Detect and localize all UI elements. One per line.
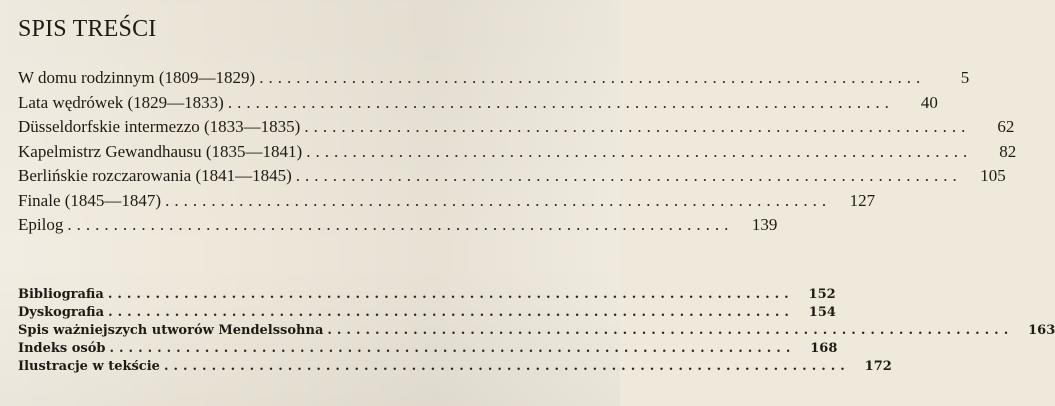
toc-entry-label: Bibliografia xyxy=(18,287,104,302)
toc-entry-page: 152 xyxy=(808,287,836,302)
toc-entry-page: 5 xyxy=(960,68,970,87)
toc-entry-page: 163 xyxy=(1028,323,1055,338)
dot-leader: ........................................................................ xyxy=(227,92,894,112)
dot-leader: ........................................................................ xyxy=(107,287,794,302)
toc-entry-page: 62 xyxy=(997,117,1015,136)
toc-entry-label: Lata wędrówek (1829—1833) xyxy=(18,92,224,112)
toc-entry xyxy=(18,66,970,91)
dot-leader: ........................................................................ xyxy=(327,323,1014,338)
toc-entry xyxy=(18,91,938,116)
dot-leader: ........................................................................ xyxy=(165,190,832,210)
toc-entry xyxy=(18,286,836,304)
toc-entry-label: Indeks osób xyxy=(18,341,106,356)
toc-entry xyxy=(18,322,1055,340)
dot-leader: ........................................................................ xyxy=(295,166,962,185)
toc-entry-page: 168 xyxy=(810,341,838,356)
toc-entry-label: W domu rodzinnym (1809—1829) xyxy=(18,68,256,87)
dot-leader: ........................................................................ xyxy=(163,359,850,374)
toc-entry-page: 40 xyxy=(920,92,938,112)
table-of-contents-main xyxy=(18,66,1017,238)
toc-entry-label: Finale (1845—1847) xyxy=(18,190,162,210)
toc-entry-page: 139 xyxy=(751,215,778,234)
toc-entry-page: 154 xyxy=(808,305,836,320)
toc-entry-label: Epilog xyxy=(18,215,64,234)
dot-leader: ........................................................................ xyxy=(306,141,973,161)
toc-entry xyxy=(18,115,1015,140)
dot-leader: ........................................................................ xyxy=(67,215,734,234)
toc-entry-page: 82 xyxy=(999,141,1017,161)
toc-entry-label: Dyskografia xyxy=(18,305,105,320)
toc-entry-page: 127 xyxy=(849,190,876,210)
toc-entry xyxy=(18,304,836,322)
toc-entry-label: Düsseldorfskie intermezzo (1833—1835) xyxy=(18,117,301,136)
table-of-contents-back-matter xyxy=(18,286,1055,376)
toc-entry xyxy=(18,164,1006,189)
toc-entry-label: Berlińskie rozczarowania (1841—1845) xyxy=(18,166,292,185)
toc-entry-label: Ilustracje w tekście xyxy=(18,359,160,374)
toc-entry-label: Spis ważniejszych utworów Mendelssohna xyxy=(18,323,324,338)
dot-leader: ........................................................................ xyxy=(108,305,794,320)
toc-entry xyxy=(18,140,1017,165)
dot-leader: ........................................................................ xyxy=(259,68,926,87)
toc-entry xyxy=(18,358,892,376)
toc-entry-page: 105 xyxy=(980,166,1006,185)
dot-leader: ........................................................................ xyxy=(109,341,796,356)
dot-leader: ........................................................................ xyxy=(304,117,971,136)
page-title: SPIS TREŚCI xyxy=(18,16,157,42)
toc-entry xyxy=(18,340,838,358)
toc-entry xyxy=(18,213,778,238)
toc-entry xyxy=(18,189,876,214)
toc-entry-page: 172 xyxy=(864,359,892,374)
toc-entry-label: Kapelmistrz Gewandhausu (1835—1841) xyxy=(18,141,303,161)
